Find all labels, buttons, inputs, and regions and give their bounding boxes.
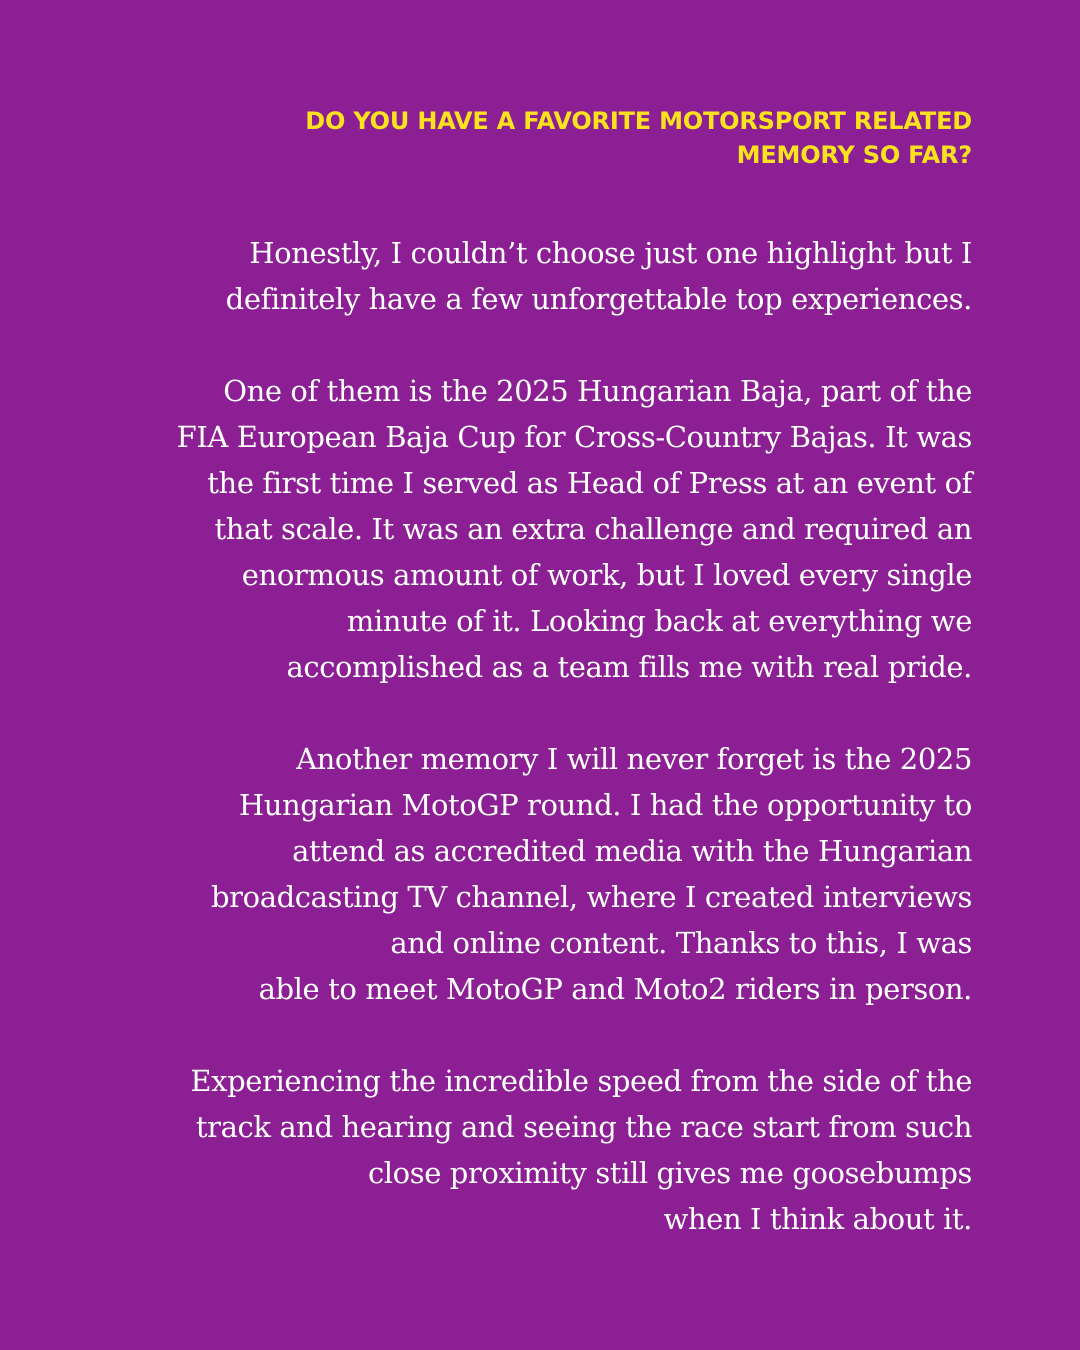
question-heading — [112, 104, 972, 172]
answer-paragraph-3 — [72, 736, 972, 1012]
paragraph-line: definitely have a few unforgettable top experiences. — [225, 282, 972, 316]
question-heading-line: DO YOU HAVE A FAVORITE MOTORSPORT RELATED — [305, 107, 972, 135]
answer-paragraph-2 — [72, 368, 972, 690]
paragraph-line: Experiencing the incredible speed from the side of the — [190, 1064, 972, 1098]
question-heading-line: MEMORY SO FAR? — [736, 141, 972, 169]
paragraph-line: Honestly, I couldn’t choose just one highlight but I — [249, 236, 972, 270]
paragraph-line: broadcasting TV channel, where I created interviews — [211, 880, 972, 914]
paragraph-line: Hungarian MotoGP round. I had the opportunity to — [238, 788, 972, 822]
paragraph-line: attend as accredited media with the Hungarian — [292, 834, 972, 868]
answer-paragraph-1 — [72, 230, 972, 322]
paragraph-line: when I think about it. — [663, 1202, 972, 1236]
paragraph-line: accomplished as a team fills me with real pride. — [286, 650, 972, 684]
paragraph-line: that scale. It was an extra challenge and required an — [214, 512, 972, 546]
paragraph-line: and online content. Thanks to this, I was — [390, 926, 972, 960]
paragraph-line: enormous amount of work, but I loved every single — [241, 558, 972, 592]
paragraph-line: FIA European Baja Cup for Cross-Country Bajas. It was — [176, 420, 972, 454]
answer-paragraph-4 — [72, 1058, 972, 1242]
paragraph-line: the first time I served as Head of Press at an event of — [207, 466, 972, 500]
paragraph-line: track and hearing and seeing the race start from such — [195, 1110, 972, 1144]
answer-body — [72, 230, 972, 1242]
paragraph-line: close proximity still gives me goosebumps — [367, 1156, 972, 1190]
paragraph-line: One of them is the 2025 Hungarian Baja, part of the — [223, 374, 972, 408]
paragraph-line: minute of it. Looking back at everything we — [346, 604, 972, 638]
paragraph-line: able to meet MotoGP and Moto2 riders in person. — [258, 972, 972, 1006]
paragraph-line: Another memory I will never forget is the 2025 — [296, 742, 972, 776]
